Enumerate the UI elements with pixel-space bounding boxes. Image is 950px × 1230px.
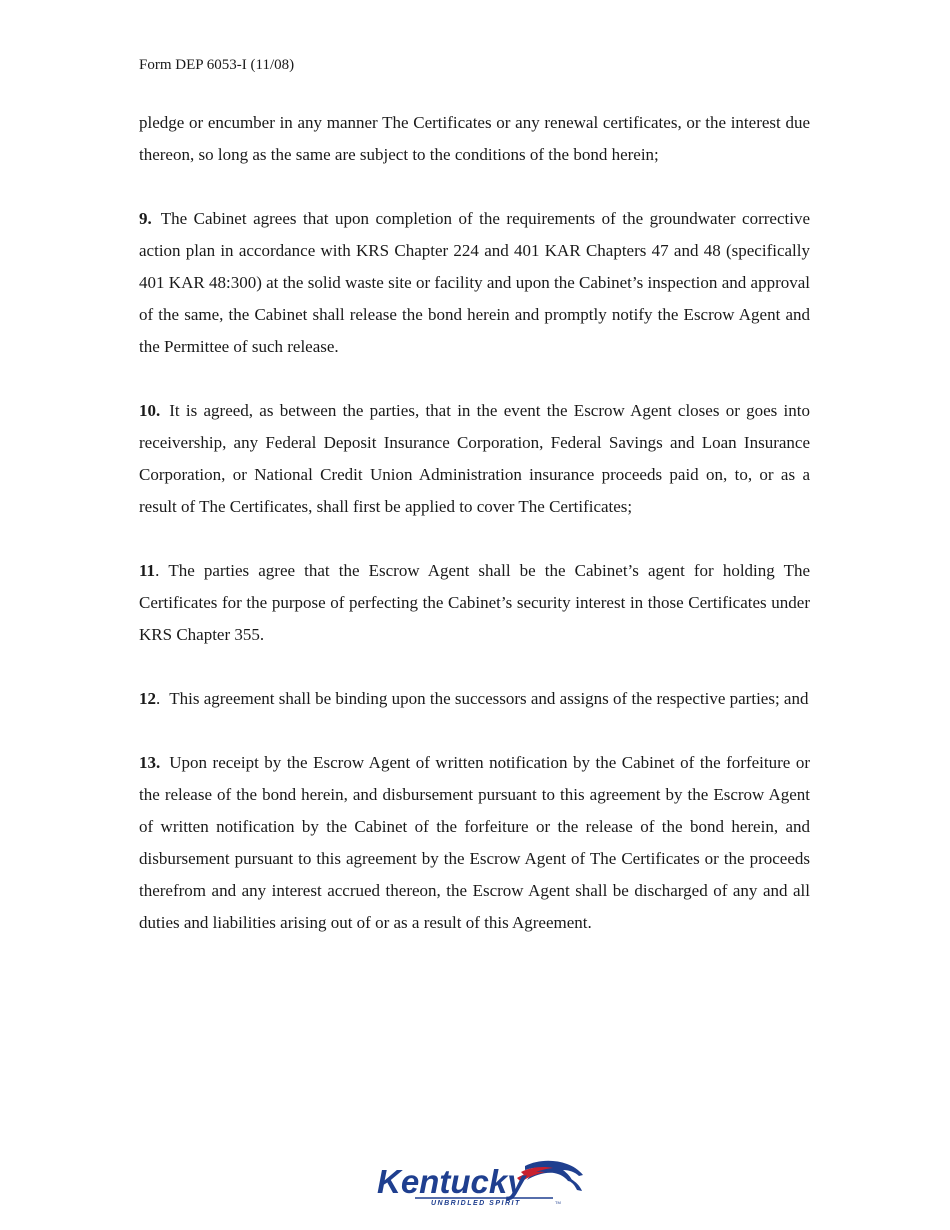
logo-tagline: UNBRIDLED SPIRIT [431,1200,521,1206]
paragraph-number: 10. [139,401,161,420]
paragraph-text: It is agreed, as between the parties, that in the event the Escrow Agent closes or goes into receivership, any Federal Deposit Insurance Corporation, Federal Savings and Loan Insurance Corporation, or National Credit Union Administration insurance proceeds paid on, to, or as a result of The Certificates, shall first be applied to cover The Certificates; [139,401,810,516]
paragraph-13 [139,747,810,939]
paragraph-continuation [139,107,810,171]
paragraph-text: pledge or encumber in any manner The Certificates or any renewal certificates, or the interest due thereon, so long as the same are subject to the conditions of the bond herein; [139,113,810,164]
logo-trademark: TM [555,1200,561,1205]
paragraph-text: The Cabinet agrees that upon completion of the requirements of the groundwater corrective action plan in accordance with KRS Chapter 224 and 401 KAR Chapters 47 and 48 (specifically 401 KAR 48:300) at the solid waste site or facility and upon the Cabinet’s inspection and approval of the same, the Cabinet shall release the bond herein and promptly notify the Escrow Agent and the Permittee of such release. [139,209,810,356]
kentucky-logo [375,1158,590,1206]
paragraph-12 [139,683,810,715]
paragraph-text: This agreement shall be binding upon the successors and assigns of the respective parties; and [169,689,809,708]
paragraph-9 [139,203,810,363]
document-body [139,107,810,971]
paragraph-11 [139,555,810,651]
paragraph-10 [139,395,810,523]
paragraph-number: 11 [139,561,156,580]
paragraph-number-suffix: . [156,689,161,708]
form-id: Form DEP 6053-I (11/08) [139,57,295,73]
logo-word: Kentucky [377,1163,526,1200]
paragraph-number: 9. [139,209,152,228]
paragraph-text: The parties agree that the Escrow Agent shall be the Cabinet’s agent for holding The Certificates for the purpose of perfecting the Cabinet’s security interest in those Certificates under KRS Chapter 355. [139,561,810,644]
paragraph-number: 13. [139,753,161,772]
paragraph-number: 12 [139,689,156,708]
paragraph-number-suffix: . [155,561,160,580]
horse-icon [517,1161,583,1191]
paragraph-text: Upon receipt by the Escrow Agent of written notification by the Cabinet of the forfeiture or the release of the bond herein, and disbursement pursuant to this agreement by the Escrow Agent of written notification by the Cabinet of the forfeiture or the release of the bond herein, and disbursement pursuant to this agreement by the Escrow Agent of The Certificates or the proceeds therefrom and any interest accrued thereon, the Escrow Agent shall be discharged of any and all duties and liabilities arising out of or as a result of this Agreement. [139,753,810,932]
